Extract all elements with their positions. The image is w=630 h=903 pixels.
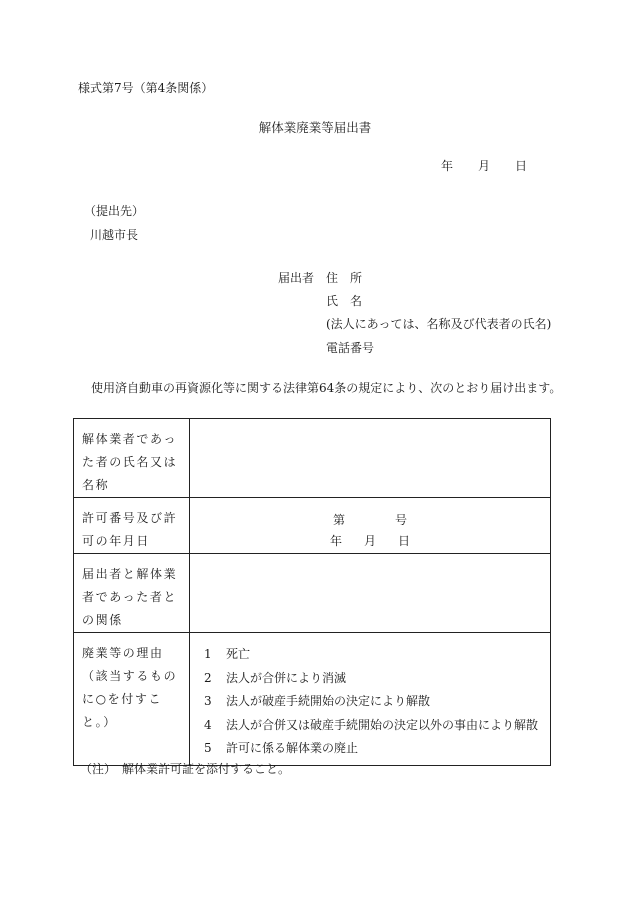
form-number: 様式第7号（第4条関係）	[78, 81, 214, 95]
filer-address-label: 住 所	[326, 271, 363, 285]
permit-date-line: 年 月 日	[329, 534, 411, 548]
reason-option-1[interactable]: 1 死亡	[204, 647, 251, 661]
addressee-name: 川越市長	[90, 228, 139, 242]
reason-label: 廃業等の理由（該当するものに○を付すこと。）	[74, 633, 190, 766]
reason-option-3[interactable]: 3 法人が破産手続開始の決定により解散	[204, 694, 431, 708]
table-row-reason	[74, 633, 551, 766]
date-line	[441, 160, 527, 172]
date-day-label: 日	[515, 159, 528, 173]
permit-number-date-label: 許可番号及び許可の年月日	[74, 498, 190, 554]
relationship-label: 届出者と解体業者であった者との関係	[74, 554, 190, 633]
footnote: （注） 解体業許可証を添付すること。	[80, 762, 291, 776]
reason-option-4[interactable]: 4 法人が合併又は破産手続開始の決定以外の事由により解散	[204, 717, 539, 732]
table-row-relationship	[74, 554, 551, 633]
filer-phone-label: 電話番号	[326, 341, 375, 355]
table-row-permit	[74, 498, 551, 554]
addressee-label: （提出先）	[84, 204, 145, 218]
relationship-field[interactable]	[190, 554, 551, 633]
filer-corporate-note: (法人にあっては、名称及び代表者の氏名)	[326, 317, 552, 331]
table-row-former-dismantler	[74, 419, 551, 498]
reason-options	[190, 633, 551, 766]
reason-option-2[interactable]: 2 法人が合併により消滅	[204, 670, 347, 685]
permit-number-date-field[interactable]	[190, 498, 551, 554]
former-dismantler-name-label: 解体業者であった者の氏名又は名称	[74, 419, 190, 498]
permit-number-line: 第 号	[332, 513, 408, 527]
filer-name-label: 氏 名	[326, 294, 363, 308]
filer-title: 届出者	[278, 271, 315, 285]
statement-text: 使用済自動車の再資源化等に関する法律第64条の規定により、次のとおり届け出ます。	[91, 381, 562, 395]
document-title: 解体業廃業等届出書	[258, 120, 372, 135]
reason-option-5[interactable]: 5 許可に係る解体業の廃止	[204, 741, 359, 755]
former-dismantler-name-field[interactable]	[190, 419, 551, 498]
notification-table	[73, 418, 551, 766]
date-year-label: 年	[441, 159, 454, 173]
date-month-label: 月	[478, 159, 491, 173]
